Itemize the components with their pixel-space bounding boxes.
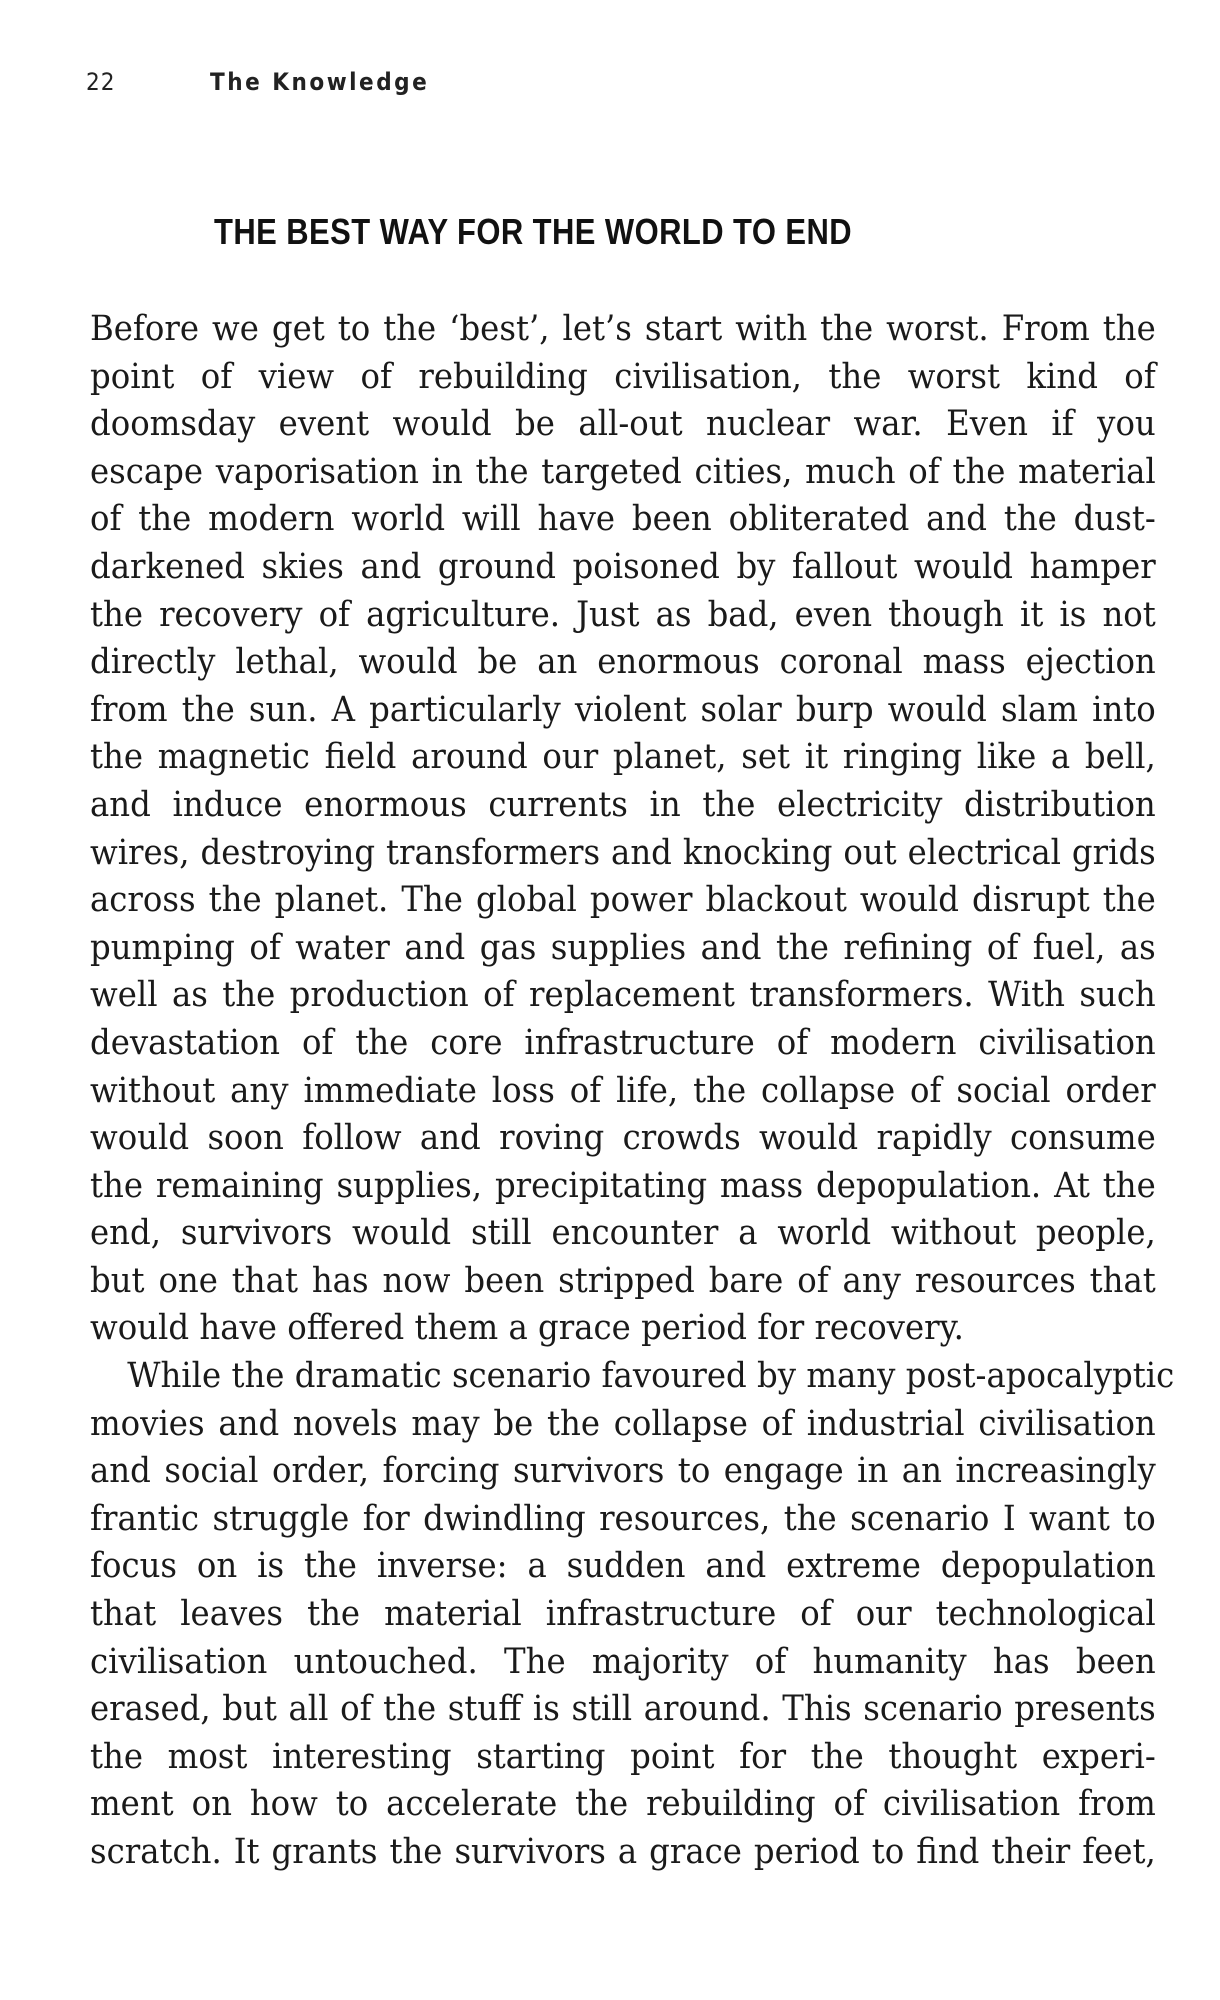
text-line: would soon follow and roving crowds would rapidly consume [90,1118,1156,1159]
text-line: well as the production of replacement transformers. With such [90,975,1156,1016]
section-heading: THE BEST WAY FOR THE WORLD TO END [214,211,853,252]
text-line: across the planet. The global power blackout would disrupt the [90,880,1156,921]
text-line: doomsday event would be all-out nuclear war. Even if you [90,404,1156,445]
text-line: erased, but all of the stuff is still around. This scenario presents [90,1689,1156,1730]
text-line: wires, destroying transformers and knocking out electrical grids [90,832,1156,873]
text-line: the magnetic field around our planet, set it ringing like a bell, [90,737,1156,778]
text-line: the recovery of agriculture. Just as bad, even though it is not [90,594,1156,635]
running-header [86,68,429,96]
text-line: frantic struggle for dwindling resources, the scenario I want to [90,1498,1156,1539]
text-line: Before we get to the ‘best’, let’s start with the worst. From the [90,309,1156,349]
body-text [90,306,1175,1877]
text-line: and social order, forcing survivors to engage in an increasingly [90,1451,1156,1492]
text-line: but one that has now been stripped bare of any resources that [90,1260,1156,1301]
text-line: the remaining supplies, precipitating mass depopulation. At the [90,1165,1156,1206]
text-line: directly lethal, would be an enormous coronal mass ejection [90,642,1156,683]
page-number: 22 [86,68,116,96]
paragraph-end-line: would have offered them a grace period for recovery. [90,1308,964,1349]
text-line: end, survivors would still encounter a world without people, [90,1213,1156,1254]
text-line: darkened skies and ground poisoned by fallout would hamper [90,546,1156,587]
text-line: point of view of rebuilding civilisation, the worst kind of [90,356,1156,397]
text-line: without any immediate loss of life, the collapse of social order [90,1070,1156,1111]
text-line: focus on is the inverse: a sudden and extreme depopulation [90,1546,1156,1587]
text-line: of the modern world will have been obliterated and the dust- [90,499,1156,540]
text-line: civilisation untouched. The majority of humanity has been [90,1641,1156,1682]
text-line: ment on how to accelerate the rebuilding of civilisation from [90,1784,1156,1825]
text-line: escape vaporisation in the targeted cities, much of the material [90,451,1156,492]
text-line: and induce enormous currents in the electricity distribution [90,784,1156,825]
running-title: The Knowledge [210,68,430,96]
text-line: the most interesting starting point for the thought experi- [90,1736,1156,1777]
text-line: from the sun. A particularly violent solar burp would slam into [90,689,1156,730]
text-line: movies and novels may be the collapse of industrial civilisation [90,1403,1156,1444]
paragraph-start-line: While the dramatic scenario favoured by many post-apocalyptic [127,1356,1175,1397]
text-line: pumping of water and gas supplies and the refining of fuel, as [90,927,1156,968]
text-line: devastation of the core infrastructure of modern civilisation [90,1022,1156,1063]
text-line: scratch. It grants the survivors a grace period to find their feet, [90,1832,1156,1872]
text-line: that leaves the material infrastructure of our technological [90,1594,1156,1635]
